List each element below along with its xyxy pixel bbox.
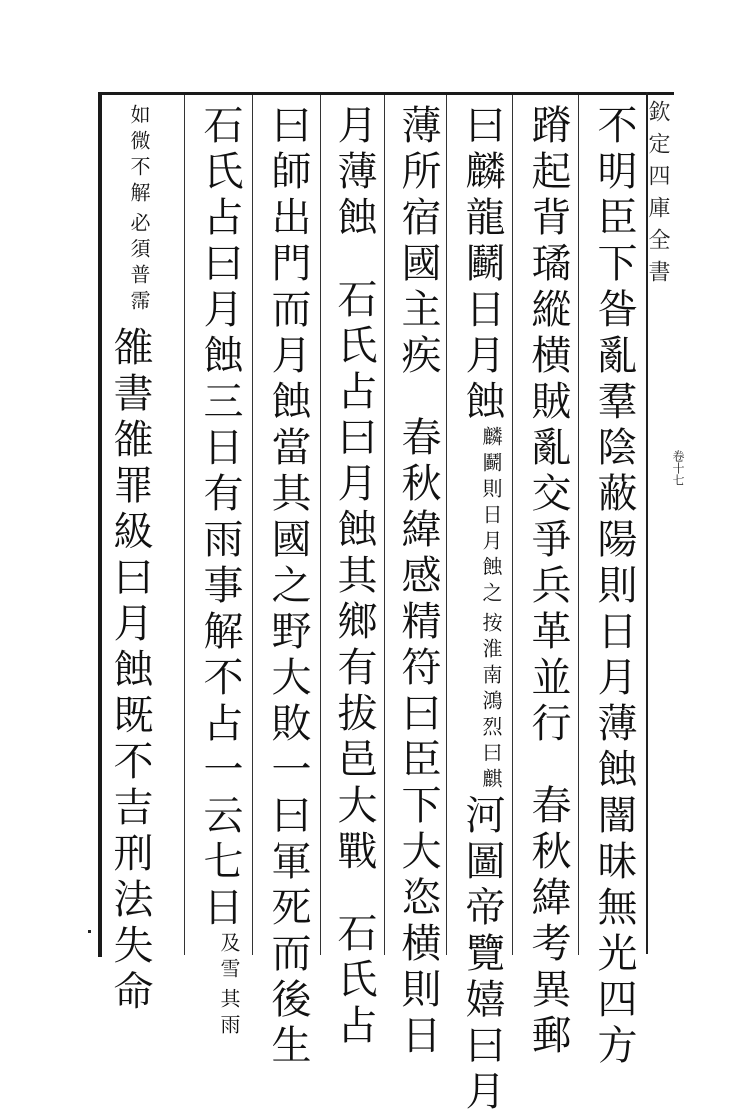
column-segment: 石氏占 [331, 912, 377, 1050]
column-segment: 蹐起背璚縱横賊亂交爭兵革並行 [525, 104, 571, 748]
column-rule [184, 95, 185, 955]
column-rule [252, 95, 253, 955]
column-segment: 河圖帝覽嬉曰月 [459, 794, 505, 1116]
interlinear-note [128, 104, 150, 316]
text-column-6: 曰師出門而月蝕當其國之野大敗一曰軍死而後生 [265, 104, 311, 1070]
text-column-2 [525, 104, 571, 1060]
column-segment: 春秋緯考異郵 [525, 784, 571, 1060]
text-column-7 [197, 104, 243, 1040]
column-segment: 曰麟龍鬬日月蝕 [459, 104, 505, 426]
note-left: 如微不解 [127, 104, 151, 208]
ink-speck [88, 930, 91, 933]
text-column-5 [331, 104, 377, 1050]
column-rule [512, 95, 513, 955]
note-right: 按淮南鴻烈曰麒 [479, 612, 503, 794]
column-rule [578, 95, 579, 955]
margin-title: 欽定四庫全書 [645, 100, 670, 292]
interlinear-note [480, 426, 502, 794]
column-segment: 春秋緯感精符曰臣下大恣横則日 [395, 416, 441, 1060]
text-column-4 [395, 104, 441, 1060]
text-column-8 [107, 104, 153, 1016]
text-column-3 [459, 104, 505, 1116]
text-column-1: 不明臣下昝亂羣陰蔽陽則日月薄蝕闇昧無光四方 [591, 104, 637, 1070]
column-segment: 薄所宿國主疾 [395, 104, 441, 380]
column-segment: 月薄蝕 [331, 104, 377, 242]
note-right: 其雨 [217, 988, 241, 1040]
margin-juan: 卷十七 [671, 450, 685, 486]
column-rule [446, 95, 447, 955]
column-segment: 雒書雒罪級曰月蝕既不吉刑法失命 [107, 326, 153, 1016]
note-left: 麟鬬則日月蝕之 [479, 426, 503, 608]
column-segment: 石氏占曰月蝕其鄉有拔邑大戰 [331, 278, 377, 876]
column-segment: 石氏占曰月蝕三日有雨事解不占一云七日 [197, 104, 243, 932]
column-rule [320, 95, 321, 955]
column-rule [384, 95, 385, 955]
note-left: 及雪 [217, 932, 241, 984]
note-right: 必須普霈 [127, 212, 151, 316]
